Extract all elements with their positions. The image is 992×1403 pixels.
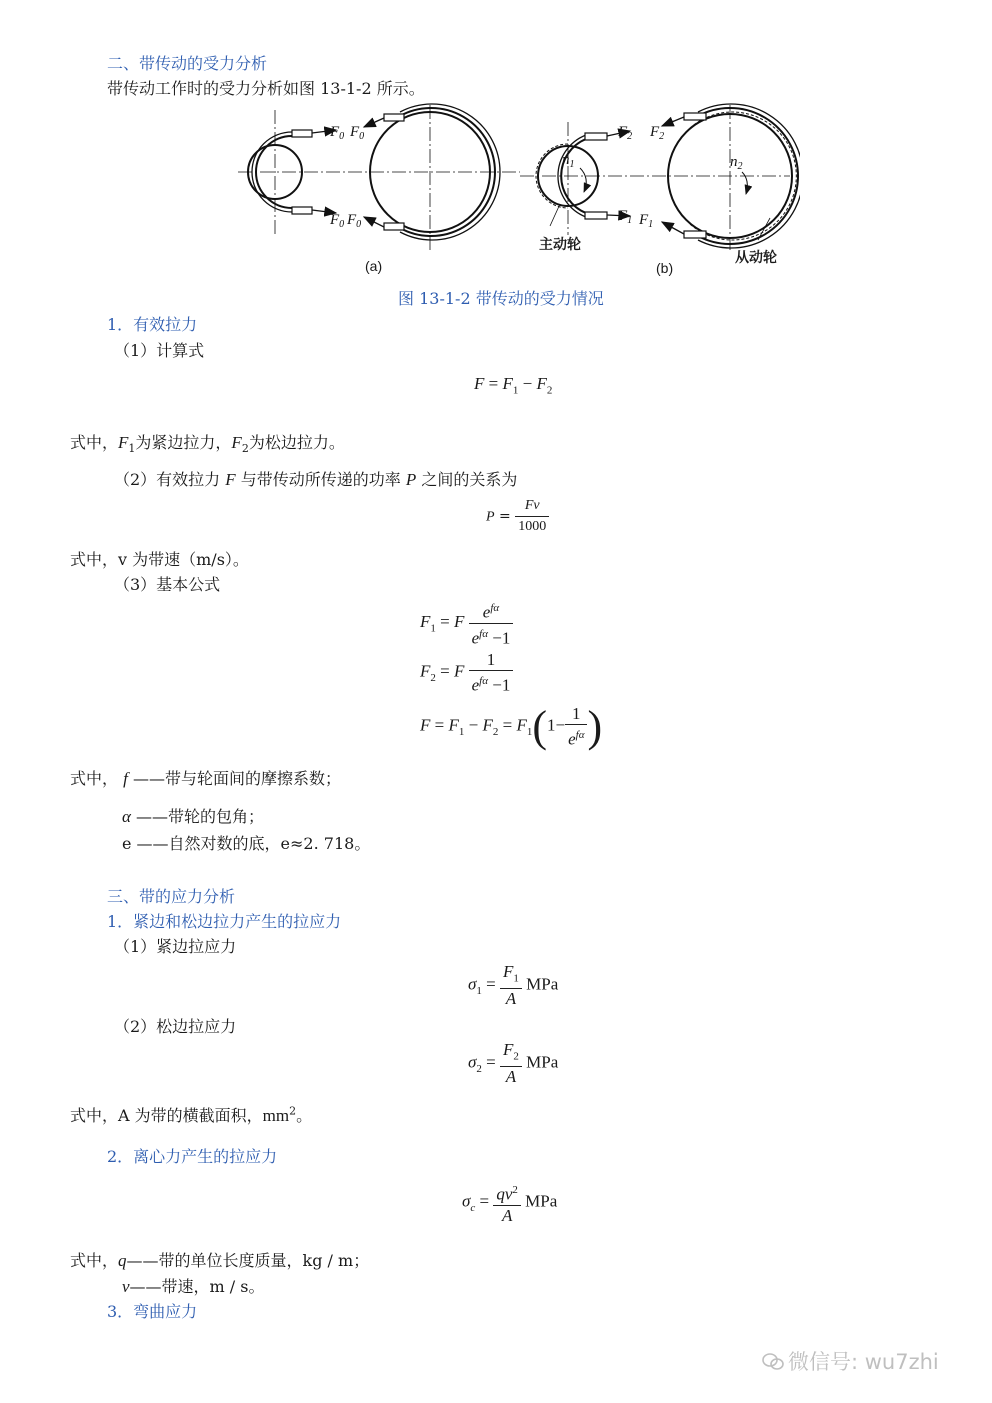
wechat-icon — [762, 1352, 784, 1372]
sub-heading-slack-side: （2）松边拉应力 — [114, 1017, 237, 1036]
where-tensions: 式中，$F_1$为紧边拉力，$F_2$为松边拉力。 — [70, 433, 345, 456]
equation-sigma2: $\sigma_2$ = $\frac{F_2}{A}$ MPa — [468, 1040, 559, 1087]
sub-heading-power: （2）有效拉力 F 与带传动所传递的功率 P 之间的关系为 — [114, 470, 518, 489]
equation-f-combined: $F = F_1 - F_2 = F_1(1-$ $\frac{1}{e^{f\alpha}}$ ) — [420, 701, 603, 751]
figure-label-a: (a) — [365, 258, 383, 274]
svg-text:F2: $F_2$ — [618, 124, 633, 142]
equation-sigma1: $\sigma_1$ = $\frac{F_1}{A}$ MPa — [468, 962, 559, 1009]
driver-pulley-label: 主动轮 — [539, 237, 581, 253]
section-heading-stress: 三、带的应力分析 — [107, 887, 236, 906]
where-area: 式中，A 为带的横截面积，$mm^2$。 — [70, 1104, 313, 1125]
equation-f1: $F_1 = F$ $\frac{e^{f\alpha}}{e^{f\alpha} -1}$ — [420, 598, 513, 648]
equation-sigma-c: $\sigma_c$ = $\frac{qv^2}{A}$ MPa — [462, 1180, 557, 1226]
svg-text:F2: $F_2$ — [650, 124, 665, 142]
equation-power: P = $\frac{Fv}{1000}$ — [486, 496, 549, 537]
wechat-watermark: 微信号: wu7zhi — [762, 1346, 939, 1376]
heading-tensile-stress: 1．紧边和松边拉力产生的拉应力 — [107, 912, 342, 931]
heading-bending: 3．弯曲应力 — [107, 1302, 198, 1321]
where-e: e ——自然对数的底，e≈2. 718。 — [122, 834, 371, 853]
svg-text:n2: $n_2$ — [730, 154, 743, 172]
sub-heading-formula: （1）计算式 — [114, 341, 205, 360]
where-belt-speed: 式中，v 为带速（m/s）。 — [70, 550, 249, 569]
figure-label-b: (b) — [656, 260, 674, 276]
sub-heading-tight-side: （1）紧边拉应力 — [114, 937, 237, 956]
svg-text:F0: $F_0$ — [347, 212, 362, 230]
equation-f2: $F_2 = F$ $\frac{1}{e^{f\alpha} -1}$ — [420, 650, 513, 696]
svg-text:F1: $F_1$ — [639, 212, 654, 230]
svg-text:n1: $n_1$ — [562, 152, 575, 170]
heading-centrifugal: 2．离心力产生的拉应力 — [107, 1147, 278, 1166]
belt-force-figure — [230, 100, 800, 280]
where-q: 式中，q——带的单位长度质量，kg / m； — [70, 1251, 370, 1270]
where-alpha: α ——带轮的包角； — [122, 807, 265, 826]
heading-effective-tension: 1．有效拉力 — [107, 315, 198, 334]
svg-text:F0: $F_0$ — [350, 124, 365, 142]
equation-effective-force: $F = F_1 - F_2$ — [474, 374, 553, 397]
figure-caption: 图 13-1-2 带传动的受力情况 — [398, 289, 604, 308]
where-v: v——带速，m / s。 — [122, 1277, 265, 1296]
sub-heading-basic: （3）基本公式 — [114, 575, 221, 594]
svg-text:F0: $F_0$ — [330, 124, 345, 142]
section-heading-force: 二、带传动的受力分析 — [107, 54, 268, 73]
svg-text:F0: $F_0$ — [330, 212, 345, 230]
driven-pulley-label: 从动轮 — [735, 250, 777, 266]
where-friction: 式中， f ——带与轮面间的摩擦系数； — [70, 769, 341, 788]
intro-text: 带传动工作时的受力分析如图 13-1-2 所示。 — [107, 79, 425, 98]
svg-text:F1: $F_1$ — [618, 208, 633, 226]
